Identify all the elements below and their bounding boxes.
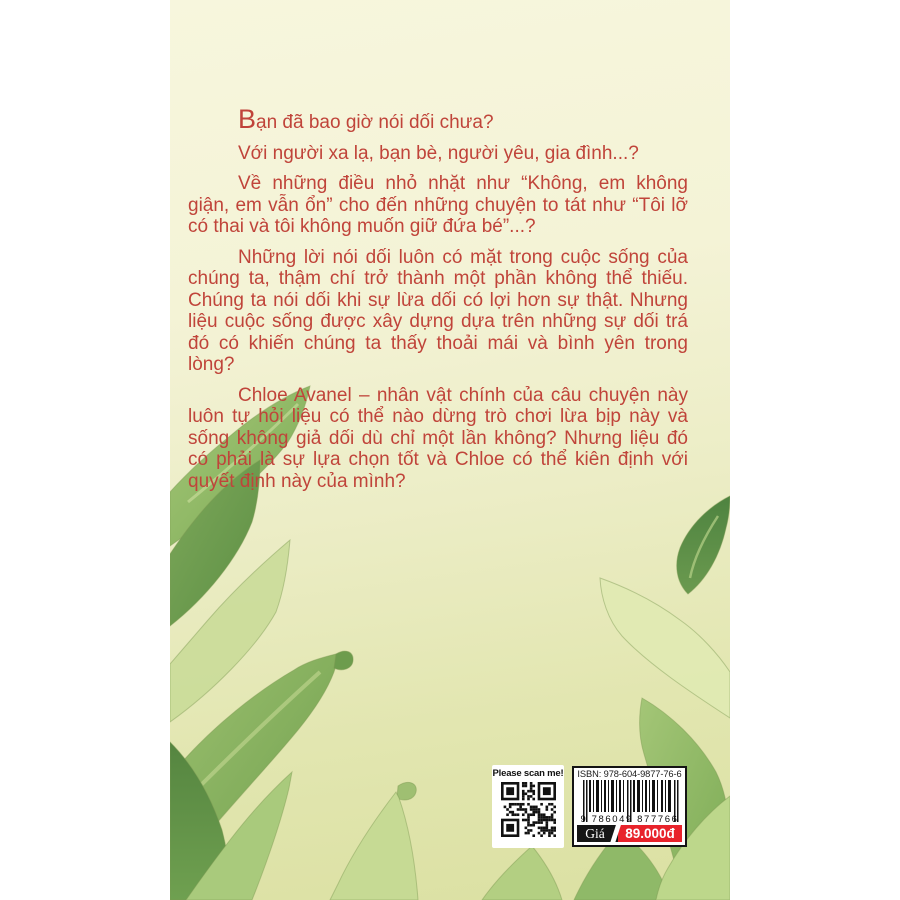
- qr-caption: Please scan me!: [492, 768, 564, 779]
- price-value: 89.000đ: [618, 825, 682, 842]
- blurb-line-1-text: ạn đã bao giờ nói dối chưa?: [256, 112, 494, 133]
- leaf: [482, 846, 562, 900]
- leaf: [600, 578, 730, 718]
- drop-initial: B: [238, 104, 257, 134]
- back-cover-blurb: [188, 104, 688, 492]
- blurb-line-1: [188, 104, 688, 134]
- blurb-paragraph: Về những điều nhỏ nhặt như “Không, em không giận, em vẫn ổn” cho đến những chuyện to tát như “Tôi lỡ có thai và tôi không muốn giữ đứa bé”...?: [188, 173, 688, 237]
- qr-code-icon: [501, 782, 556, 837]
- leaf: [677, 496, 730, 594]
- blurb-line-2: Với người xa lạ, bạn bè, người yêu, gia đình...?: [238, 142, 639, 164]
- qr-sticker: [492, 765, 564, 848]
- book-back-cover: [170, 0, 730, 900]
- blurb-paragraph: Những lời nói dối luôn có mặt trong cuộc sống của chúng ta, thậm chí trở thành một phần không thể thiếu. Chúng ta nói dối khi sự lừa dối có lợi hơn sự thật. Nhưng liệu cuộc sống được xây dựng dựa trên những sự dối trá đó có khiến chúng ta thấy thoải mái và bình yên trong lòng?: [188, 246, 688, 375]
- leaf: [330, 792, 418, 900]
- barcode-digits: 9 786049 877766: [580, 814, 679, 825]
- blurb-paragraph: Chloe Avanel – nhân vật chính của câu chuyện này luôn tự hỏi liệu có thể nào dừng trò chơi lừa bịp này và sống không giả dối dù chỉ một lần không? Nhưng liệu đó có phải là sự lựa chọn tốt và Chloe có thể kiên định với quyết định này của mình?: [188, 384, 688, 492]
- price-band: [577, 825, 682, 842]
- isbn-number: ISBN: 978-604-9877-76-6: [577, 769, 682, 779]
- isbn-sticker: [572, 766, 687, 847]
- price-label: Giá: [585, 826, 605, 841]
